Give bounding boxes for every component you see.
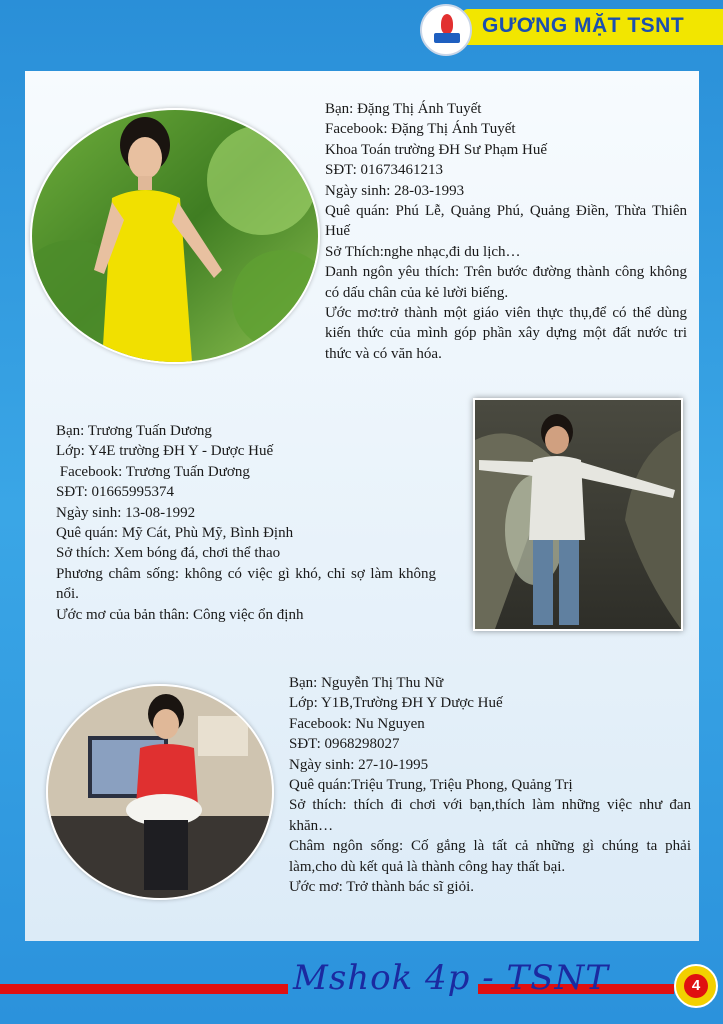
profile-2-dream: Ước mơ của bản thân: Công việc ổn định bbox=[56, 606, 304, 623]
profile-3-class: Lớp: Y1B,Trường ĐH Y Dược Huế bbox=[289, 695, 503, 712]
profile-3-birthdate: Ngày sinh: 27-10-1995 bbox=[289, 756, 429, 773]
profile-3-facebook: Facebook: Nu Nguyen bbox=[289, 715, 425, 732]
profile-2-motto: Phương châm sống: không có việc gì khó, chỉ sợ làm không nổi. bbox=[56, 565, 436, 603]
profile-1-school: Khoa Toán trường ĐH Sư Phạm Huế bbox=[325, 141, 548, 158]
footer-bar-left bbox=[0, 984, 288, 994]
profile-1-hometown: Quê quán: Phú Lễ, Quảng Phú, Quảng Điền, Thừa Thiên Huế bbox=[325, 203, 687, 240]
profile-photo-1 bbox=[30, 108, 320, 364]
profile-2-hometown: Quê quán: Mỹ Cát, Phù Mỹ, Bình Định bbox=[56, 525, 294, 542]
profile-3-info bbox=[289, 673, 691, 897]
profile-photo-2 bbox=[473, 398, 683, 631]
profile-2-phone: SĐT: 01665995374 bbox=[56, 484, 175, 501]
profile-2-birthdate: Ngày sinh: 13-08-1992 bbox=[56, 504, 196, 521]
profile-3-hometown: Quê quán:Triệu Trung, Triệu Phong, Quảng Trị bbox=[289, 777, 573, 794]
profile-2-name: Bạn: Trương Tuấn Dương bbox=[56, 423, 212, 439]
profile-1-dream: Ước mơ:trở thành một giáo viên thực thụ,để có thể dùng kiến thức của mình góp phần xây dựng một đất nước tri thức và có văn hóa. bbox=[325, 305, 687, 362]
profile-2-class: Lớp: Y4E trường ĐH Y - Dược Huế bbox=[56, 443, 274, 460]
profile-1-info bbox=[325, 99, 687, 364]
book-icon bbox=[434, 33, 460, 43]
profile-3-phone: SĐT: 0968298027 bbox=[289, 736, 400, 753]
flame-icon bbox=[441, 14, 453, 34]
profile-3-motto: Châm ngôn sống: Cố gắng là tất cả những gì chúng ta phải làm,cho dù kết quả là thành công hay thất bại. bbox=[289, 838, 691, 875]
page-number: 4 bbox=[684, 974, 708, 998]
profile-1-hobbies: Sở Thích:nghe nhạc,đi du lịch… bbox=[325, 243, 521, 260]
profile-3-dream: Ước mơ: Trở thành bác sĩ giỏi. bbox=[289, 879, 475, 896]
profile-1-birthdate: Ngày sinh: 28-03-1993 bbox=[325, 182, 465, 199]
profile-2-facebook: Facebook: Trương Tuấn Dương bbox=[56, 463, 250, 480]
header-banner bbox=[462, 9, 723, 45]
profile-2-info bbox=[56, 421, 436, 625]
profile-3-hobbies: Sở thích: thích đi chơi với bạn,thích làm những việc như đan khăn… bbox=[289, 797, 691, 834]
profile-2-hobbies: Sở thích: Xem bóng đá, chơi thể thao bbox=[56, 545, 281, 562]
tsnt-logo-icon bbox=[420, 4, 472, 56]
page-number-badge bbox=[674, 964, 718, 1008]
profile-1-facebook: Facebook: Đặng Thị Ánh Tuyết bbox=[325, 121, 516, 138]
profile-1-name: Bạn: Đặng Thị Ánh Tuyết bbox=[325, 101, 482, 117]
header-title: GƯƠNG MẶT TSNT bbox=[482, 14, 685, 37]
profile-photo-3 bbox=[46, 684, 274, 900]
profile-3-name: Bạn: Nguyễn Thị Thu Nữ bbox=[289, 675, 444, 691]
profile-1-phone: SĐT: 01673461213 bbox=[325, 162, 444, 179]
footer-signature: Mshok 4p - TSNT bbox=[293, 958, 609, 998]
profile-1-quote: Danh ngôn yêu thích: Trên bước đường thành công không có dấu chân của kẻ lười biếng. bbox=[325, 264, 687, 301]
